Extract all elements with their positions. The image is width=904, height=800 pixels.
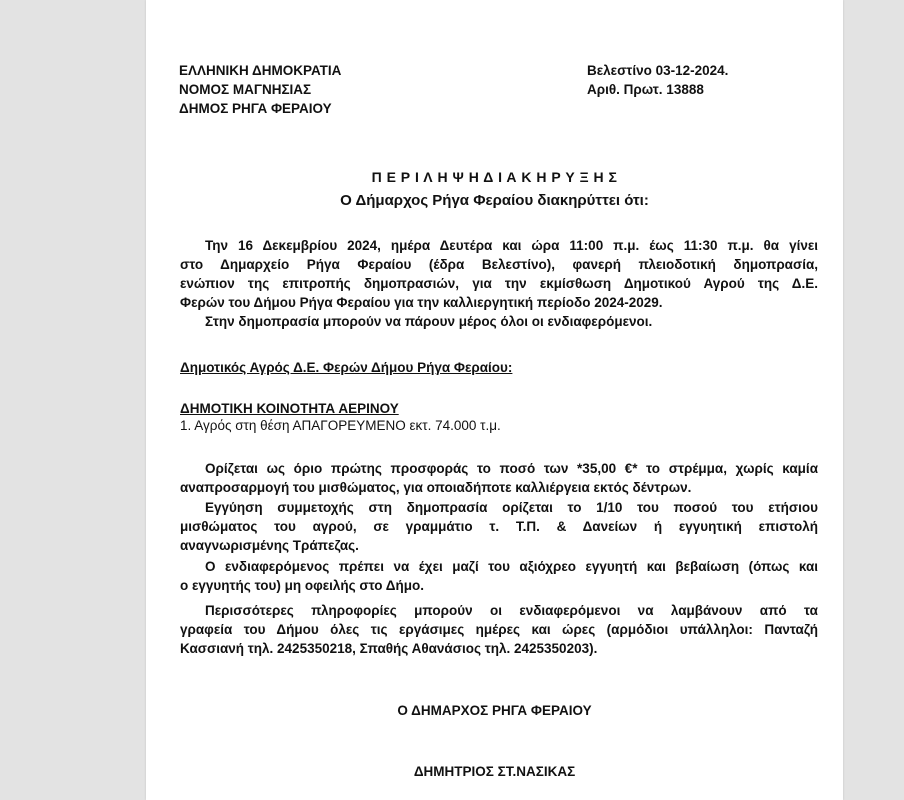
guarantee-line: Εγγύηση συμμετοχής στη δημοπρασία ορίζεται το 1/10 του ποσού του ετήσιου [205, 500, 818, 515]
header-municipality: ΔΗΜΟΣ ΡΗΓΑ ΦΕΡΑΙΟΥ [179, 101, 332, 116]
guarantor-paragraph [180, 557, 818, 595]
offer-line: αναπροσαρμογή του μισθώματος, για οποιαδήποτε καλλιέργεια εκτός δέντρων. [180, 480, 692, 495]
info-line: Περισσότερες πληροφορίες μπορούν οι ενδιαφερόμενοι να λαμβάνουν από τα [205, 603, 818, 618]
header-republic: ΕΛΛΗΝΙΚΗ ΔΗΜΟΚΡΑΤΙΑ [179, 63, 342, 78]
offer-paragraph [180, 459, 818, 497]
section-heading: Δημοτικός Αγρός Δ.Ε. Φερών Δήμου Ρήγα Φεραίου: [180, 360, 513, 375]
participation-line: Στην δημοπρασία μπορούν να πάρουν μέρος όλοι οι ενδιαφερόμενοι. [205, 314, 653, 329]
intro-line: Την 16 Δεκεμβρίου 2024, ημέρα Δευτέρα και ώρα 11:00 π.μ. έως 11:30 π.μ. θα γίνει [205, 238, 818, 253]
header-date: Βελεστίνο 03-12-2024. [587, 63, 729, 78]
document-title: Π Ε Ρ Ι Λ Η Ψ Η Δ Ι Α Κ Η Ρ Υ Ξ Η Σ [371, 169, 618, 185]
guarantor-line: Ο ενδιαφερόμενος πρέπει να έχει μαζί του αξιόχρεο εγγυητή και βεβαίωση (όπως και [205, 559, 818, 574]
intro-line: ενώπιον της επιτροπής δημοπρασιών, για την εκμίσθωση Δημοτικού Αγρού της Δ.Ε. [180, 276, 818, 291]
offer-line: Ορίζεται ως όριο πρώτης προσφοράς το ποσό των *35,00 €* το στρέμμα, χωρίς καμία [205, 461, 818, 476]
guarantee-line: μισθώματος του αγρού, σε γραμμάτιο τ. Τ.Π. & Δανείων ή εγγυητική επιστολή [180, 519, 818, 534]
document-subtitle: Ο Δήμαρχος Ρήγα Φεραίου διακηρύττει ότι: [340, 192, 649, 209]
info-paragraph [180, 601, 818, 658]
guarantor-line: ο εγγυητής του) μη οφειλής στο Δήμο. [180, 578, 424, 593]
signature-role: Ο ΔΗΜΑΡΧΟΣ ΡΗΓΑ ΦΕΡΑΙΟΥ [397, 703, 592, 718]
header-prefecture: ΝΟΜΟΣ ΜΑΓΝΗΣΙΑΣ [179, 82, 312, 97]
guarantee-paragraph [180, 498, 818, 555]
info-line: γραφεία του Δήμου όλες τις εργάσιμες ημέρες και ώρες (αρμόδιοι υπάλληλοι: Πανταζή [180, 622, 818, 637]
header-protocol: Αριθ. Πρωτ. 13888 [587, 82, 704, 97]
intro-line: Φερών του Δήμου Ρήγα Φεραίου για την καλλιεργητική περίοδο 2024-2029. [180, 295, 663, 310]
signature-name: ΔΗΜΗΤΡΙΟΣ ΣΤ.ΝΑΣΙΚΑΣ [413, 764, 576, 779]
info-line: Κασσιανή τηλ. 2425350218, Σπαθής Αθανάσιος τηλ. 2425350203). [180, 641, 598, 656]
intro-line: στο Δημαρχείο Ρήγα Φεραίου (έδρα Βελεστίνο), φανερή πλειοδοτική δημοπρασία, [180, 257, 818, 272]
field-item: 1. Αγρός στη θέση ΑΠΑΓΟΡΕΥΜΕΝΟ εκτ. 74.000 τ.μ. [180, 418, 501, 433]
guarantee-line: αναγνωρισμένης Τράπεζας. [180, 538, 359, 553]
intro-paragraph [180, 236, 818, 331]
community-name: ΔΗΜΟΤΙΚΗ ΚΟΙΝΟΤΗΤΑ ΑΕΡΙΝΟΥ [180, 401, 399, 416]
document-page [146, 0, 843, 800]
